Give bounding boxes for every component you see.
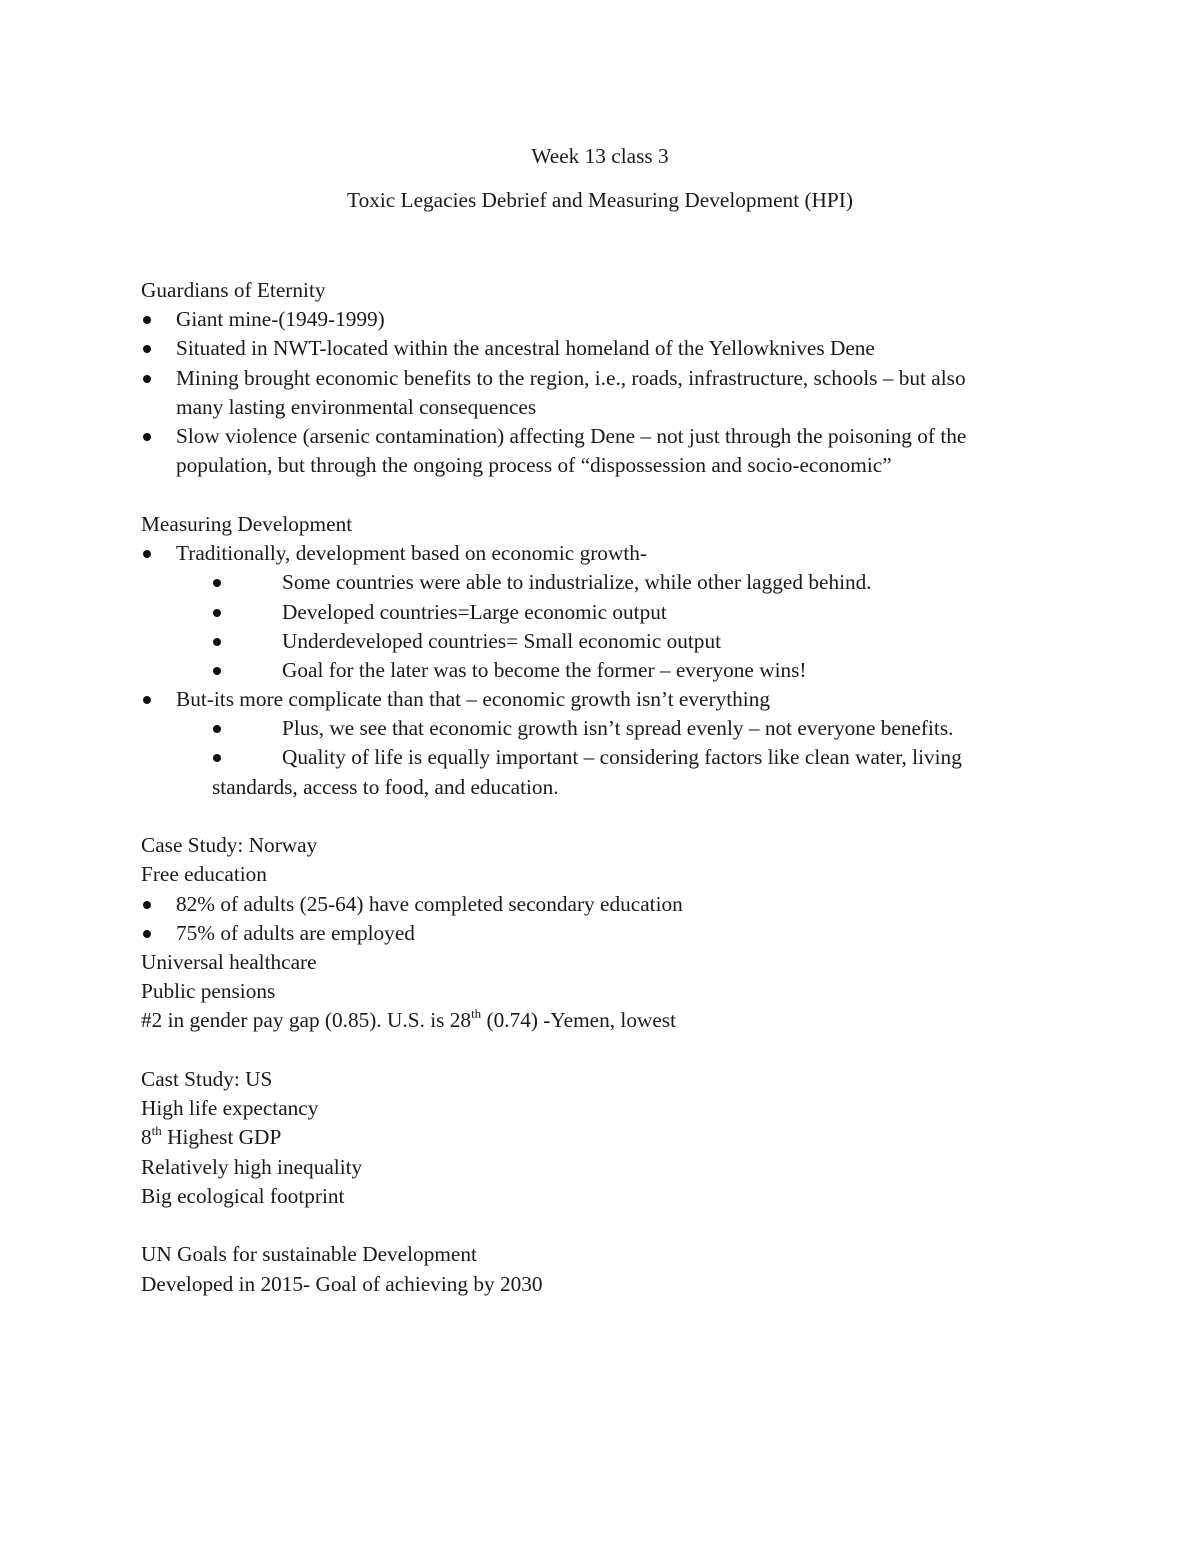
list-item: Slow violence (arsenic contamination) affecting Dene – not just through the poisoning of the: [176, 424, 967, 448]
list-item: Giant mine-(1949-1999): [176, 307, 385, 331]
bullet-icon: [143, 375, 151, 383]
list-item-continuation: many lasting environmental consequences: [176, 395, 537, 419]
us-gdp-line: [141, 1123, 281, 1152]
sub-list-item: Goal for the later was to become the former – everyone wins!: [282, 658, 807, 682]
sub-list-item: Developed countries=Large economic output: [282, 600, 667, 624]
section-heading-us: Cast Study: US: [141, 1067, 273, 1091]
sub-list-item: Some countries were able to industrialize, while other lagged behind.: [282, 570, 872, 594]
gdp-ordinal: th: [151, 1122, 162, 1138]
bullet-icon: [213, 754, 221, 762]
list-item: 82% of adults (25-64) have completed secondary education: [176, 892, 683, 916]
section-heading-guardians: Guardians of Eternity: [141, 278, 326, 302]
bullet-icon: [213, 725, 221, 733]
bullet-icon: [143, 696, 151, 704]
norway-paygap-line: [141, 1006, 676, 1035]
sub-list-item: Quality of life is equally important – considering factors like clean water, living: [282, 745, 962, 769]
gdp-rank: 8: [141, 1125, 152, 1149]
gdp-text: Highest GDP: [161, 1125, 282, 1149]
list-item-continuation: population, but through the ongoing process of “dispossession and socio-economic”: [176, 453, 892, 477]
list-item: But-its more complicate than that – economic growth isn’t everything: [176, 687, 771, 711]
us-line: High life expectancy: [141, 1096, 319, 1120]
paygap-text-end: (0.74) -Yemen, lowest: [481, 1008, 676, 1032]
bullet-icon: [213, 609, 221, 617]
paygap-text: #2 in gender pay gap (0.85). U.S. is 28: [141, 1008, 472, 1032]
list-item: Mining brought economic benefits to the region, i.e., roads, infrastructure, schools – but also: [176, 366, 966, 390]
bullet-icon: [143, 901, 151, 909]
norway-line: Public pensions: [141, 979, 276, 1003]
list-item: Traditionally, development based on economic growth-: [176, 541, 647, 565]
un-line: Developed in 2015- Goal of achieving by 2030: [141, 1272, 543, 1296]
page-subtitle: Toxic Legacies Debrief and Measuring Development (HPI): [347, 188, 853, 212]
us-line: Big ecological footprint: [141, 1184, 345, 1208]
section-heading-measuring: Measuring Development: [141, 512, 353, 536]
sub-list-item: Plus, we see that economic growth isn’t spread evenly – not everyone benefits.: [282, 716, 954, 740]
paygap-ordinal: th: [471, 1005, 482, 1021]
bullet-icon: [143, 550, 151, 558]
page-title: Week 13 class 3: [531, 144, 669, 168]
bullet-icon: [213, 667, 221, 675]
bullet-icon: [213, 638, 221, 646]
bullet-icon: [143, 930, 151, 938]
sub-list-item: Underdeveloped countries= Small economic output: [282, 629, 722, 653]
us-line: Relatively high inequality: [141, 1155, 363, 1179]
norway-line: Universal healthcare: [141, 950, 317, 974]
bullet-icon: [213, 579, 221, 587]
bullet-icon: [143, 345, 151, 353]
norway-line: Free education: [141, 862, 267, 886]
bullet-icon: [143, 433, 151, 441]
section-heading-un: UN Goals for sustainable Development: [141, 1242, 477, 1266]
bullet-icon: [143, 316, 151, 324]
list-item: 75% of adults are employed: [176, 921, 415, 945]
section-heading-norway: Case Study: Norway: [141, 833, 318, 857]
sub-list-item-continuation: standards, access to food, and education.: [212, 775, 559, 799]
list-item: Situated in NWT-located within the ancestral homeland of the Yellowknives Dene: [176, 336, 875, 360]
